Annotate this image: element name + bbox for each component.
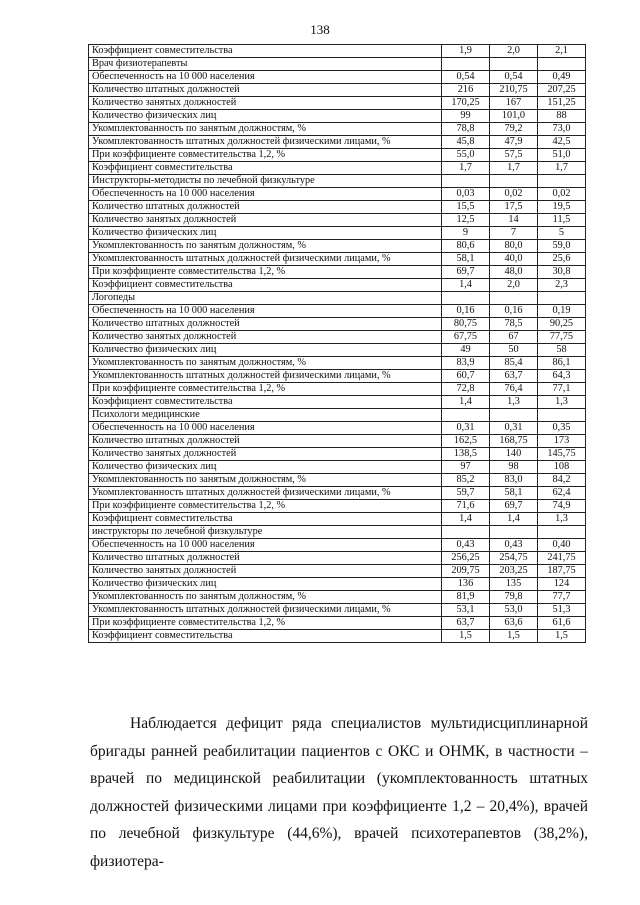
value-cell-1: 1,7	[442, 162, 490, 175]
value-cell-3: 151,25	[538, 97, 586, 110]
table-row	[89, 578, 586, 591]
value-cell-3: 42,5	[538, 136, 586, 149]
value-cell-3: 11,5	[538, 214, 586, 227]
value-cell-2: 7	[490, 227, 538, 240]
row-label: Укомплектованность по занятым должностям, %	[89, 591, 442, 604]
row-label: Количество занятых должностей	[89, 214, 442, 227]
value-cell-1: 256,25	[442, 552, 490, 565]
value-cell-2: 63,7	[490, 370, 538, 383]
row-label: При коэффициенте совместительства 1,2, %	[89, 500, 442, 513]
table-row	[89, 240, 586, 253]
value-cell-3: 207,25	[538, 84, 586, 97]
table-row	[89, 214, 586, 227]
value-cell-3: 0,40	[538, 539, 586, 552]
row-label: Коэффициент совместительства	[89, 45, 442, 58]
table-row	[89, 305, 586, 318]
value-cell-3: 173	[538, 435, 586, 448]
row-label: Количество штатных должностей	[89, 552, 442, 565]
staffing-table-body	[89, 45, 586, 643]
value-cell-1: 72,8	[442, 383, 490, 396]
value-cell-1: 0,03	[442, 188, 490, 201]
table-row	[89, 123, 586, 136]
value-cell-1: 80,75	[442, 318, 490, 331]
table-row	[89, 136, 586, 149]
value-cell-2: 69,7	[490, 500, 538, 513]
value-cell-2: 167	[490, 97, 538, 110]
row-label: Коэффициент совместительства	[89, 162, 442, 175]
value-cell-3: 2,1	[538, 45, 586, 58]
table-row	[89, 591, 586, 604]
table-row	[89, 435, 586, 448]
value-cell-3: 62,4	[538, 487, 586, 500]
value-cell-2: 203,25	[490, 565, 538, 578]
value-cell-2: 85,4	[490, 357, 538, 370]
value-cell-3: 0,49	[538, 71, 586, 84]
table-row	[89, 71, 586, 84]
value-cell-2: 2,0	[490, 279, 538, 292]
row-label: Обеспеченность на 10 000 населения	[89, 422, 442, 435]
value-cell-2: 168,75	[490, 435, 538, 448]
row-label: Количество занятых должностей	[89, 331, 442, 344]
row-label: Количество физических лиц	[89, 227, 442, 240]
value-cell-1: 209,75	[442, 565, 490, 578]
value-cell-3: 25,6	[538, 253, 586, 266]
value-cell-2: 80,0	[490, 240, 538, 253]
value-cell-1: 0,54	[442, 71, 490, 84]
table-row	[89, 383, 586, 396]
value-cell-3: 58	[538, 344, 586, 357]
value-cell-3: 64,3	[538, 370, 586, 383]
value-cell-2: 76,4	[490, 383, 538, 396]
table-section-row	[89, 175, 586, 188]
table-row	[89, 188, 586, 201]
value-cell-2: 0,16	[490, 305, 538, 318]
row-label: Количество физических лиц	[89, 344, 442, 357]
table-row	[89, 45, 586, 58]
value-cell-2: 2,0	[490, 45, 538, 58]
table-row	[89, 487, 586, 500]
value-cell-2: 57,5	[490, 149, 538, 162]
table-row	[89, 461, 586, 474]
table-row	[89, 318, 586, 331]
section-title: Логопеды	[89, 292, 442, 305]
value-cell-1: 60,7	[442, 370, 490, 383]
value-cell-1	[442, 409, 490, 422]
value-cell-3: 1,3	[538, 396, 586, 409]
table-row	[89, 396, 586, 409]
table-section-row	[89, 526, 586, 539]
table-row	[89, 201, 586, 214]
row-label: При коэффициенте совместительства 1,2, %	[89, 266, 442, 279]
section-title: Инструкторы-методисты по лечебной физкультуре	[89, 175, 442, 188]
value-cell-2: 48,0	[490, 266, 538, 279]
value-cell-2: 17,5	[490, 201, 538, 214]
value-cell-3: 0,19	[538, 305, 586, 318]
value-cell-1: 83,9	[442, 357, 490, 370]
table-section-row	[89, 292, 586, 305]
value-cell-2: 0,31	[490, 422, 538, 435]
row-label: Количество физических лиц	[89, 110, 442, 123]
value-cell-1: 0,43	[442, 539, 490, 552]
table-row	[89, 604, 586, 617]
row-label: Коэффициент совместительства	[89, 630, 442, 643]
value-cell-1: 67,75	[442, 331, 490, 344]
row-label: Количество занятых должностей	[89, 97, 442, 110]
value-cell-2	[490, 175, 538, 188]
table-row	[89, 422, 586, 435]
table-row	[89, 84, 586, 97]
value-cell-1: 15,5	[442, 201, 490, 214]
table-row	[89, 552, 586, 565]
table-section-row	[89, 409, 586, 422]
table-row	[89, 331, 586, 344]
value-cell-3: 90,25	[538, 318, 586, 331]
table-section-row	[89, 58, 586, 71]
table-row	[89, 565, 586, 578]
value-cell-1: 81,9	[442, 591, 490, 604]
value-cell-2: 47,9	[490, 136, 538, 149]
body-paragraph: Наблюдается дефицит ряда специалистов мультидисциплинарной бригады ранней реабилитации пациентов с ОКС и ОНМК, в частности – врачей по медицинской реабилитации (укомплектованность штатных должностей физическими лицами при коэффициенте 1,2 – 20,4%), врачей по лечебной физкультуре (44,6%), врачей психотерапевтов (38,2%), физиотера-	[90, 715, 588, 870]
table-row	[89, 500, 586, 513]
value-cell-3: 145,75	[538, 448, 586, 461]
value-cell-3: 1,5	[538, 630, 586, 643]
value-cell-1: 1,4	[442, 513, 490, 526]
value-cell-2: 67	[490, 331, 538, 344]
row-label: Укомплектованность штатных должностей физическими лицами, %	[89, 487, 442, 500]
value-cell-2: 83,0	[490, 474, 538, 487]
value-cell-1	[442, 58, 490, 71]
value-cell-2: 50	[490, 344, 538, 357]
value-cell-1: 99	[442, 110, 490, 123]
row-label: Обеспеченность на 10 000 населения	[89, 305, 442, 318]
value-cell-1: 136	[442, 578, 490, 591]
value-cell-3: 77,7	[538, 591, 586, 604]
value-cell-2: 0,43	[490, 539, 538, 552]
value-cell-3: 5	[538, 227, 586, 240]
value-cell-1: 85,2	[442, 474, 490, 487]
row-label: Количество занятых должностей	[89, 565, 442, 578]
value-cell-1: 78,8	[442, 123, 490, 136]
value-cell-2: 135	[490, 578, 538, 591]
value-cell-3: 187,75	[538, 565, 586, 578]
value-cell-1: 71,6	[442, 500, 490, 513]
value-cell-1: 1,4	[442, 396, 490, 409]
value-cell-1: 1,5	[442, 630, 490, 643]
value-cell-3: 19,5	[538, 201, 586, 214]
row-label: Укомплектованность по занятым должностям, %	[89, 240, 442, 253]
value-cell-3: 2,3	[538, 279, 586, 292]
value-cell-1	[442, 526, 490, 539]
value-cell-3	[538, 58, 586, 71]
value-cell-1: 55,0	[442, 149, 490, 162]
value-cell-2: 1,4	[490, 513, 538, 526]
value-cell-3: 241,75	[538, 552, 586, 565]
value-cell-1: 162,5	[442, 435, 490, 448]
value-cell-1: 216	[442, 84, 490, 97]
value-cell-1: 58,1	[442, 253, 490, 266]
row-label: Укомплектованность по занятым должностям, %	[89, 123, 442, 136]
row-label: Количество штатных должностей	[89, 318, 442, 331]
row-label: Количество физических лиц	[89, 461, 442, 474]
value-cell-3	[538, 292, 586, 305]
table-row	[89, 630, 586, 643]
value-cell-3: 74,9	[538, 500, 586, 513]
value-cell-3: 1,7	[538, 162, 586, 175]
value-cell-2: 1,7	[490, 162, 538, 175]
row-label: При коэффициенте совместительства 1,2, %	[89, 617, 442, 630]
value-cell-2: 58,1	[490, 487, 538, 500]
row-label: Количество физических лиц	[89, 578, 442, 591]
value-cell-2: 79,8	[490, 591, 538, 604]
row-label: Количество штатных должностей	[89, 201, 442, 214]
value-cell-2: 40,0	[490, 253, 538, 266]
row-label: Укомплектованность штатных должностей физическими лицами, %	[89, 136, 442, 149]
value-cell-3	[538, 409, 586, 422]
row-label: Количество штатных должностей	[89, 435, 442, 448]
row-label: Укомплектованность по занятым должностям, %	[89, 357, 442, 370]
value-cell-3: 108	[538, 461, 586, 474]
table-row	[89, 357, 586, 370]
table-row	[89, 513, 586, 526]
row-label: При коэффициенте совместительства 1,2, %	[89, 383, 442, 396]
row-label: Укомплектованность штатных должностей физическими лицами, %	[89, 253, 442, 266]
value-cell-1: 9	[442, 227, 490, 240]
row-label: Коэффициент совместительства	[89, 396, 442, 409]
row-label: Коэффициент совместительства	[89, 279, 442, 292]
table-row	[89, 539, 586, 552]
value-cell-2	[490, 409, 538, 422]
value-cell-1: 53,1	[442, 604, 490, 617]
table-row	[89, 279, 586, 292]
value-cell-2: 78,5	[490, 318, 538, 331]
value-cell-2	[490, 526, 538, 539]
value-cell-1: 12,5	[442, 214, 490, 227]
page-number: 138	[310, 22, 330, 37]
value-cell-1: 63,7	[442, 617, 490, 630]
value-cell-3: 124	[538, 578, 586, 591]
value-cell-1: 59,7	[442, 487, 490, 500]
row-label: При коэффициенте совместительства 1,2, %	[89, 149, 442, 162]
value-cell-2: 1,5	[490, 630, 538, 643]
value-cell-1: 1,4	[442, 279, 490, 292]
value-cell-2: 254,75	[490, 552, 538, 565]
value-cell-3	[538, 526, 586, 539]
value-cell-2: 210,75	[490, 84, 538, 97]
value-cell-1: 0,16	[442, 305, 490, 318]
value-cell-2: 0,02	[490, 188, 538, 201]
value-cell-2	[490, 292, 538, 305]
row-label: Обеспеченность на 10 000 населения	[89, 71, 442, 84]
table-row	[89, 227, 586, 240]
table-row	[89, 97, 586, 110]
section-title: Врач физиотерапевты	[89, 58, 442, 71]
value-cell-2: 63,6	[490, 617, 538, 630]
value-cell-1: 1,9	[442, 45, 490, 58]
value-cell-3: 1,3	[538, 513, 586, 526]
section-title: Психологи медицинские	[89, 409, 442, 422]
staffing-table	[88, 44, 586, 643]
value-cell-3: 88	[538, 110, 586, 123]
value-cell-3: 59,0	[538, 240, 586, 253]
value-cell-3: 61,6	[538, 617, 586, 630]
value-cell-1: 138,5	[442, 448, 490, 461]
value-cell-2: 14	[490, 214, 538, 227]
row-label: Количество штатных должностей	[89, 84, 442, 97]
value-cell-1: 49	[442, 344, 490, 357]
row-label: Укомплектованность по занятым должностям, %	[89, 474, 442, 487]
row-label: Коэффициент совместительства	[89, 513, 442, 526]
value-cell-1: 69,7	[442, 266, 490, 279]
value-cell-3: 77,1	[538, 383, 586, 396]
row-label: Количество занятых должностей	[89, 448, 442, 461]
value-cell-1: 45,8	[442, 136, 490, 149]
value-cell-2: 140	[490, 448, 538, 461]
value-cell-1	[442, 292, 490, 305]
value-cell-3	[538, 175, 586, 188]
table-row	[89, 344, 586, 357]
value-cell-3: 0,35	[538, 422, 586, 435]
value-cell-1: 0,31	[442, 422, 490, 435]
row-label: Укомплектованность штатных должностей физическими лицами, %	[89, 604, 442, 617]
table-row	[89, 448, 586, 461]
value-cell-1	[442, 175, 490, 188]
table-row	[89, 253, 586, 266]
row-label: Укомплектованность штатных должностей физическими лицами, %	[89, 370, 442, 383]
value-cell-3: 86,1	[538, 357, 586, 370]
table-row	[89, 266, 586, 279]
value-cell-3: 30,8	[538, 266, 586, 279]
table-row	[89, 149, 586, 162]
value-cell-2: 101,0	[490, 110, 538, 123]
section-title: инструкторы по лечебной физкультуре	[89, 526, 442, 539]
value-cell-1: 170,25	[442, 97, 490, 110]
table-row	[89, 617, 586, 630]
value-cell-2: 53,0	[490, 604, 538, 617]
value-cell-3: 84,2	[538, 474, 586, 487]
value-cell-3: 77,75	[538, 331, 586, 344]
value-cell-1: 97	[442, 461, 490, 474]
value-cell-3: 0,02	[538, 188, 586, 201]
value-cell-2	[490, 58, 538, 71]
value-cell-3: 73,0	[538, 123, 586, 136]
value-cell-3: 51,3	[538, 604, 586, 617]
value-cell-2: 98	[490, 461, 538, 474]
value-cell-3: 51,0	[538, 149, 586, 162]
table-row	[89, 110, 586, 123]
table-row	[89, 474, 586, 487]
value-cell-1: 80,6	[442, 240, 490, 253]
table-row	[89, 162, 586, 175]
value-cell-2: 1,3	[490, 396, 538, 409]
row-label: Обеспеченность на 10 000 населения	[89, 188, 442, 201]
value-cell-2: 79,2	[490, 123, 538, 136]
table-row	[89, 370, 586, 383]
value-cell-2: 0,54	[490, 71, 538, 84]
row-label: Обеспеченность на 10 000 населения	[89, 539, 442, 552]
